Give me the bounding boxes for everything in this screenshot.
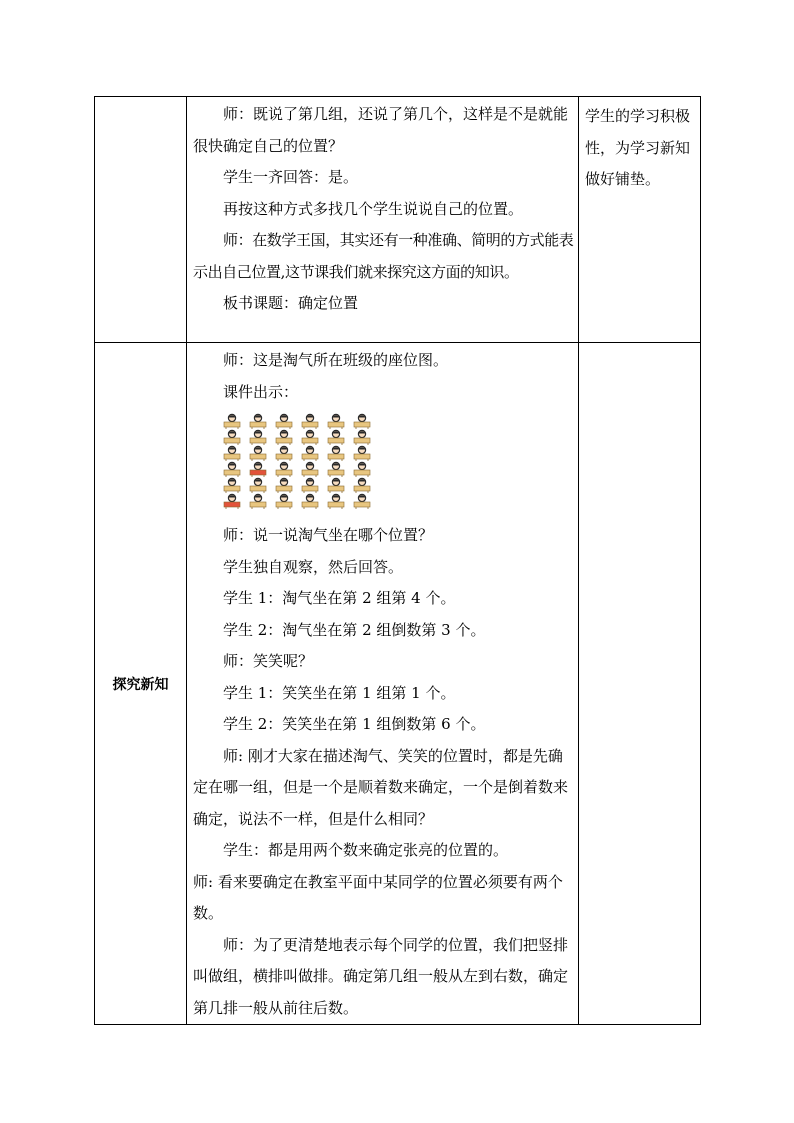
dialogue-line: 师: 刚才大家在描述淘气、笑笑的位置时，都是先确定在哪一组，但是一个是顺着数来确定，一个是倒着数来确定，说法不一样，但是什么相同？ [193, 746, 569, 828]
student-desk-icon [250, 478, 266, 493]
dialogue-line: 学生独自观察，然后回答。 [223, 557, 404, 576]
dialogue-line: 学生一齐回答：是。 [223, 168, 359, 186]
seating-chart-image [221, 412, 391, 514]
blackboard-title-line: 板书课题：确定位置 [223, 294, 359, 312]
content-cell [187, 97, 579, 343]
section-label: 探究新知 [112, 676, 169, 693]
dialogue-line: 学生 2：淘气坐在第 2 组倒数第 3 个。 [223, 620, 486, 639]
student-desk-icon [302, 462, 318, 477]
note-cell [579, 97, 701, 343]
dialogue-line: 师：这是淘气所在班级的座位图。 [223, 351, 449, 369]
student-desk-icon [302, 414, 318, 429]
student-desk-icon [276, 494, 292, 509]
student-desk-icon [354, 494, 370, 509]
student-desk-icon [302, 446, 318, 461]
student-desk-icon [302, 494, 318, 509]
student-desk-icon [276, 446, 292, 461]
student-desk-icon [224, 414, 240, 429]
student-desk-icon [328, 478, 344, 493]
dialogue-line: 师：笑笑呢？ [223, 652, 314, 670]
student-desk-icon [276, 478, 292, 493]
seating-chart [193, 412, 574, 514]
design-note [579, 343, 700, 347]
dialogue-line: 师：在数学王国，其实还有一种准确、简明的方式能表示出自己位置,这节课我们就来探究这方面的知识。 [193, 231, 574, 281]
student-desk-icon [250, 494, 266, 509]
student-desk-icon [224, 494, 240, 509]
student-desk-icon [328, 494, 344, 509]
student-desk-icon [328, 446, 344, 461]
section-cell [95, 97, 187, 343]
note-cell [579, 343, 701, 1025]
student-desk-icon [328, 430, 344, 445]
dialogue-line: 师：说一说淘气坐在哪个位置？ [223, 526, 434, 544]
student-desk-icon [224, 446, 240, 461]
student-desk-icon [250, 414, 266, 429]
student-desk-icon [224, 462, 240, 477]
student-desk-icon [354, 446, 370, 461]
dialogue-line: 再按这种方式多找几个学生说说自己的位置。 [223, 199, 524, 218]
dialogue-line: 学生 1：笑笑坐在第 1 组第 1 个。 [223, 683, 456, 702]
student-desk-icon [250, 430, 266, 445]
student-desk-icon [250, 462, 266, 477]
dialogue-line: 师：既说了第几组，还说了第几个，这样是不是就能很快确定自己的位置？ [193, 105, 569, 155]
student-desk-icon [328, 462, 344, 477]
dialogue-line: 学生 1：淘气坐在第 2 组第 4 个。 [223, 589, 456, 607]
student-desk-icon [302, 478, 318, 493]
student-desk-icon [276, 462, 292, 477]
student-desk-icon [354, 414, 370, 429]
student-desk-icon [354, 462, 370, 477]
dialogue-line: 学生 2：笑笑坐在第 1 组倒数第 6 个。 [223, 715, 486, 733]
content-cell [187, 343, 579, 1025]
dialogue-line: 学生：都是用两个数来确定张亮的位置的。 [223, 841, 509, 859]
student-desk-icon [354, 478, 370, 493]
student-desk-icon [302, 430, 318, 445]
student-desk-icon [328, 414, 344, 429]
design-note: 学生的学习积极性，为学习新知做好铺垫。 [585, 107, 691, 188]
student-desk-icon [276, 430, 292, 445]
table-row [95, 343, 701, 1025]
dialogue-line: 师: 看来要确定在教室平面中某同学的位置必须要有两个数。 [193, 872, 563, 922]
table-row [95, 97, 701, 343]
student-desk-icon [250, 446, 266, 461]
student-desk-icon [276, 414, 292, 429]
courseware-label: 课件出示： [223, 382, 299, 401]
student-desk-icon [224, 478, 240, 493]
section-cell [95, 343, 187, 1025]
dialogue-line: 师：为了更清楚地表示每个同学的位置，我们把竖排叫做组，横排叫做排。确定第几组一般从左到右数，确定第几排一般从前往后数。 [193, 935, 569, 1017]
lesson-plan-table [94, 96, 701, 1025]
student-desk-icon [224, 430, 240, 445]
student-desk-icon [354, 430, 370, 445]
